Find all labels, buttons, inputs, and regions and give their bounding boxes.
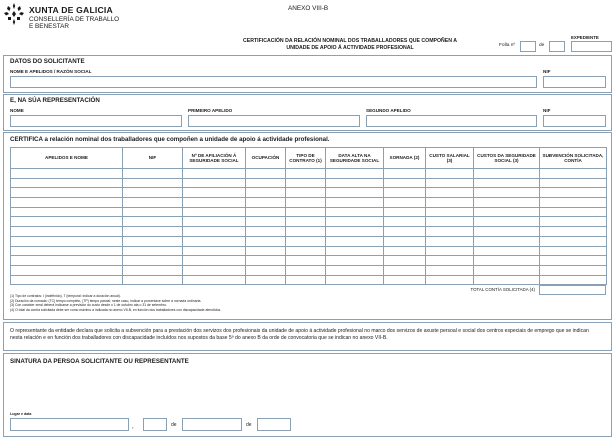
solicitante-nif-input[interactable]: [543, 76, 606, 88]
rep-nif-input[interactable]: [543, 115, 606, 127]
note-4: (4) O total da contía solicitada debe ser como máximo a indicada no anexo VII-B, en función dos traballadores con discapacidade atendidos.: [10, 307, 222, 312]
department-line-2: E BENESTAR: [29, 23, 70, 30]
table-cell[interactable]: [384, 256, 426, 266]
table-cell[interactable]: [540, 169, 607, 179]
table-cell[interactable]: [326, 188, 384, 198]
table-cell[interactable]: [123, 236, 183, 246]
total-amount-field[interactable]: [539, 285, 606, 295]
year-input[interactable]: [257, 418, 291, 431]
table-cell[interactable]: [286, 207, 326, 217]
table-cell[interactable]: [123, 169, 183, 179]
table-cell[interactable]: [384, 246, 426, 256]
date-de-2: de: [246, 422, 252, 428]
table-cell[interactable]: [326, 217, 384, 227]
table-cell[interactable]: [474, 178, 540, 188]
table-cell[interactable]: [123, 256, 183, 266]
col-nif: NIF: [123, 148, 183, 169]
table-cell[interactable]: [326, 256, 384, 266]
note-1: (1) Tipo de contratos: I (indefinido), T (temporal: indicar a duración anual).: [10, 294, 121, 298]
table-cell[interactable]: [384, 227, 426, 237]
col-afiliacion: Nº DE AFILIACIÓN Á SEGURIDADE SOCIAL: [183, 148, 246, 169]
table-cell[interactable]: [426, 265, 474, 275]
col-ocupacion: OCUPACIÓN: [246, 148, 286, 169]
table-cell[interactable]: [474, 227, 540, 237]
rep-apelido2-label: SEGUNDO APELIDO: [366, 108, 411, 113]
table-cell[interactable]: [426, 207, 474, 217]
table-cell[interactable]: [286, 246, 326, 256]
table-cell[interactable]: [286, 265, 326, 275]
rep-apelido1-label: PRIMEIRO APELIDO: [188, 108, 233, 113]
table-cell[interactable]: [246, 178, 286, 188]
table-cell[interactable]: [246, 198, 286, 208]
table-cell[interactable]: [183, 178, 246, 188]
table-cell[interactable]: [326, 207, 384, 217]
table-cell[interactable]: [474, 188, 540, 198]
table-cell[interactable]: [540, 246, 607, 256]
page-title: [200, 38, 500, 52]
table-cell[interactable]: [426, 169, 474, 179]
folio-de-label: de: [539, 43, 545, 48]
table-cell[interactable]: [246, 236, 286, 246]
table-cell[interactable]: [326, 178, 384, 188]
table-cell[interactable]: [11, 198, 123, 208]
table-cell[interactable]: [286, 275, 326, 285]
solicitante-name-label: NOME E APELIDOS / RAZÓN SOCIAL: [10, 69, 92, 74]
table-cell[interactable]: [183, 169, 246, 179]
table-cell[interactable]: [426, 246, 474, 256]
col-apelidos-nome: APELIDOS E NOME: [11, 148, 123, 169]
note-3: (3) Con carácter xeral deberá indicarse a previsión do custo desde o 1 de outubro ata o 31 de setembro.: [10, 303, 167, 307]
note-2: (2) Duración da xornada: (TC) tempo completo, (TP) tempo parcial; neste caso, indicar a porcentaxe sobre a xornada ordinaria.: [10, 298, 202, 303]
date-de-1: de: [171, 422, 177, 428]
table-cell[interactable]: [246, 246, 286, 256]
table-cell[interactable]: [540, 188, 607, 198]
department-line-1: CONSELLERÍA DE TRABALLO: [29, 16, 120, 23]
table-cell[interactable]: [11, 256, 123, 266]
table-cell[interactable]: [123, 207, 183, 217]
expediente-field[interactable]: [571, 41, 612, 52]
table-row: [11, 188, 607, 198]
table-cell[interactable]: [540, 217, 607, 227]
table-cell[interactable]: [426, 178, 474, 188]
total-label: TOTAL CONTÍA SOLICITADA (4): [470, 287, 535, 292]
table-cell[interactable]: [384, 275, 426, 285]
table-cell[interactable]: [540, 207, 607, 217]
table-cell[interactable]: [183, 207, 246, 217]
xunta-emblem-icon: [3, 2, 25, 26]
rep-apelido2-input[interactable]: [366, 115, 537, 127]
table-cell[interactable]: [123, 188, 183, 198]
table-cell[interactable]: [384, 178, 426, 188]
table-cell[interactable]: [384, 207, 426, 217]
table-cell[interactable]: [286, 217, 326, 227]
table-cell[interactable]: [474, 217, 540, 227]
folio-number-field[interactable]: [520, 41, 536, 52]
rep-apelido1-input[interactable]: [188, 115, 360, 127]
table-cell[interactable]: [474, 207, 540, 217]
rep-nif-label: NIF: [543, 108, 551, 113]
table-row: [11, 207, 607, 217]
table-cell[interactable]: [246, 207, 286, 217]
table-cell[interactable]: [384, 169, 426, 179]
col-xornada: XORNADA (2): [384, 148, 426, 169]
table-cell[interactable]: [540, 236, 607, 246]
signature-title: SINATURA DA PERSOA SOLICITANTE OU REPRESENTANTE: [10, 358, 189, 365]
table-cell[interactable]: [326, 236, 384, 246]
table-cell[interactable]: [474, 236, 540, 246]
table-row: [11, 169, 607, 179]
relacion-header-row: [11, 148, 607, 169]
table-cell[interactable]: [426, 275, 474, 285]
representacion-title: E, NA SÚA REPRESENTACIÓN: [10, 97, 100, 104]
table-row: [11, 236, 607, 246]
table-row: [11, 256, 607, 266]
table-cell[interactable]: [326, 198, 384, 208]
table-row: [11, 217, 607, 227]
annex-label: ANEXO VIII-B: [288, 5, 329, 12]
folio-label: Folla nº: [499, 43, 516, 48]
place-date-label: Lugar e data: [10, 412, 32, 416]
table-cell[interactable]: [11, 236, 123, 246]
table-cell[interactable]: [540, 265, 607, 275]
table-cell[interactable]: [286, 236, 326, 246]
table-cell[interactable]: [183, 256, 246, 266]
table-cell[interactable]: [246, 275, 286, 285]
table-cell[interactable]: [183, 188, 246, 198]
table-row: [11, 227, 607, 237]
day-input[interactable]: [143, 418, 167, 431]
table-cell[interactable]: [540, 256, 607, 266]
table-cell[interactable]: [11, 275, 123, 285]
table-cell[interactable]: [540, 178, 607, 188]
table-cell[interactable]: [540, 227, 607, 237]
table-cell[interactable]: [123, 227, 183, 237]
table-cell[interactable]: [286, 227, 326, 237]
table-cell[interactable]: [11, 246, 123, 256]
table-cell[interactable]: [183, 236, 246, 246]
table-cell[interactable]: [326, 265, 384, 275]
table-cell[interactable]: [326, 246, 384, 256]
solicitante-title: DATOS DO SOLICITANTE: [10, 58, 85, 65]
table-cell[interactable]: [183, 227, 246, 237]
table-cell[interactable]: [11, 178, 123, 188]
declaration-text: O representante da entidade declara que solicita a subvención para a prestación dos servizos dos profesionais da unidade de apoio á actividade profesional no marco dos servizos de axuste persoal e social dos centros especiais de emprego que se indican nesta relación e en función dos traballadores con discapacidade incluídos nos supostos da base 5ª do anexo B da orde de convocatoria que se indican no anexo VII-B.: [10, 328, 589, 341]
table-cell[interactable]: [183, 246, 246, 256]
table-cell[interactable]: [246, 169, 286, 179]
table-cell[interactable]: [426, 227, 474, 237]
table-cell[interactable]: [326, 227, 384, 237]
org-name: XUNTA DE GALICIA: [29, 5, 113, 15]
table-row: [11, 265, 607, 275]
table-cell[interactable]: [11, 188, 123, 198]
table-row: [11, 275, 607, 285]
table-cell[interactable]: [384, 265, 426, 275]
table-cell[interactable]: [183, 275, 246, 285]
table-cell[interactable]: [123, 178, 183, 188]
col-data-alta: DATA ALTA NA SEGURIDADE SOCIAL: [326, 148, 384, 169]
table-cell[interactable]: [286, 178, 326, 188]
xunta-logo: [3, 2, 123, 32]
table-cell[interactable]: [384, 188, 426, 198]
table-row: [11, 178, 607, 188]
table-cell[interactable]: [183, 198, 246, 208]
table-cell[interactable]: [384, 217, 426, 227]
relacion-table-body: [11, 169, 607, 285]
relacion-table: [10, 147, 607, 285]
title-line-2: UNIDADE DE APOIO Á ACTIVIDADE PROFESIONAL: [286, 45, 414, 51]
table-cell[interactable]: [246, 217, 286, 227]
table-row: [11, 246, 607, 256]
table-cell[interactable]: [474, 256, 540, 266]
month-input[interactable]: [182, 418, 242, 431]
rep-nome-label: NOME: [10, 108, 24, 113]
table-cell[interactable]: [286, 256, 326, 266]
table-cell[interactable]: [540, 198, 607, 208]
table-cell[interactable]: [326, 169, 384, 179]
col-subvencion: SUBVENCIÓN SOLICITADA, CONTÍA: [540, 148, 607, 169]
col-tipo-contrato: TIPO DE CONTRATO (1): [286, 148, 326, 169]
table-cell[interactable]: [426, 198, 474, 208]
table-cell[interactable]: [426, 256, 474, 266]
table-cell[interactable]: [426, 188, 474, 198]
table-cell[interactable]: [246, 256, 286, 266]
table-cell[interactable]: [384, 198, 426, 208]
table-cell[interactable]: [246, 265, 286, 275]
table-cell[interactable]: [246, 227, 286, 237]
table-cell[interactable]: [123, 265, 183, 275]
col-custos-ss: CUSTOS DA SEGURIDADE SOCIAL (3): [474, 148, 540, 169]
table-cell[interactable]: [474, 246, 540, 256]
table-cell[interactable]: [11, 227, 123, 237]
table-cell[interactable]: [474, 265, 540, 275]
table-cell[interactable]: [123, 198, 183, 208]
table-cell[interactable]: [11, 265, 123, 275]
solicitante-nif-label: NIF: [543, 69, 551, 74]
table-cell[interactable]: [11, 207, 123, 217]
table-cell[interactable]: [426, 236, 474, 246]
rep-nome-input[interactable]: [10, 115, 182, 127]
col-custo-salarial: CUSTO SALARIAL (3): [426, 148, 474, 169]
table-cell[interactable]: [246, 188, 286, 198]
table-cell[interactable]: [11, 169, 123, 179]
table-cell[interactable]: [183, 265, 246, 275]
table-cell[interactable]: [123, 275, 183, 285]
table-cell[interactable]: [474, 275, 540, 285]
table-cell[interactable]: [474, 198, 540, 208]
table-cell[interactable]: [286, 198, 326, 208]
relacion-title: CERTIFICA a relación nominal dos traballadores que compoñen a unidade de apoio á actividade profesional.: [10, 136, 330, 143]
table-cell[interactable]: [474, 169, 540, 179]
solicitante-name-input[interactable]: [10, 76, 537, 88]
notes-block: [10, 294, 221, 312]
expediente-label: EXPEDIENTE: [571, 35, 599, 40]
table-cell[interactable]: [286, 188, 326, 198]
title-line-1: CERTIFICACIÓN DA RELACIÓN NOMINAL DOS TRABALLADORES QUE COMPOÑEN A: [243, 38, 457, 44]
table-cell[interactable]: [123, 246, 183, 256]
place-comma: ,: [132, 424, 134, 430]
table-cell[interactable]: [286, 169, 326, 179]
place-input[interactable]: [10, 418, 129, 431]
table-cell[interactable]: [426, 217, 474, 227]
table-cell[interactable]: [123, 217, 183, 227]
table-cell[interactable]: [326, 275, 384, 285]
table-cell[interactable]: [183, 217, 246, 227]
table-cell[interactable]: [384, 236, 426, 246]
table-row: [11, 198, 607, 208]
table-cell[interactable]: [540, 275, 607, 285]
table-cell[interactable]: [11, 217, 123, 227]
folio-total-field[interactable]: [549, 41, 565, 52]
